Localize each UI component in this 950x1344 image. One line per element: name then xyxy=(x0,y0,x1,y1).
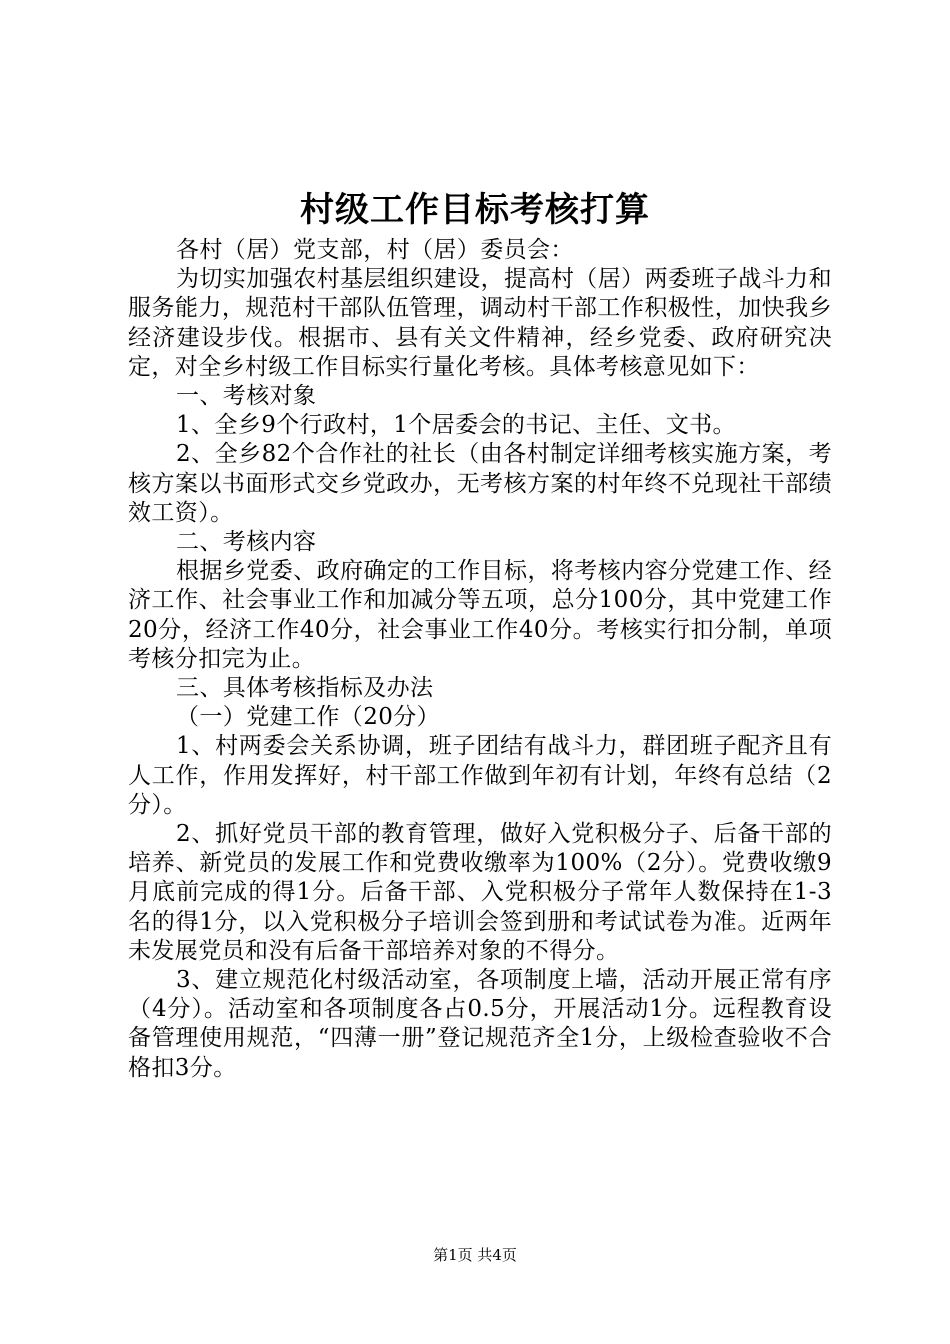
indicator-paragraph-3: 3、建立规范化村级活动室，各项制度上墙，活动开展正常有序（4分）。活动室和各项制度各占0.5分，开展活动1分。远程教育设备管理使用规范，“四薄一册”登记规范齐全1分，上级检查验收不合格扣3分。 xyxy=(128,967,832,1081)
subsection-heading: （一）党建工作（20分） xyxy=(176,704,441,731)
paragraph-item-1: 1、全乡9个行政村，1个居委会的书记、主任、文书。 xyxy=(176,412,736,439)
section-heading-1: 一、考核对象 xyxy=(176,383,317,410)
section-heading-3: 三、具体考核指标及办法 xyxy=(176,675,434,702)
paragraph-item-2: 2、全乡82个合作社的社长（由各村制定详细考核实施方案，考核方案以书面形式交乡党政办，无考核方案的村年终不兑现社干部绩效工资）。 xyxy=(128,441,832,526)
document-title: 村级工作目标考核打算 xyxy=(300,190,650,230)
intro-paragraph: 为切实加强农村基层组织建设，提高村（居）两委班子战斗力和服务能力，规范村干部队伍管理，调动村干部工作积极性，加快我乡经济建设步伐。根据市、县有关文件精神，经乡党委、政府研究决定，对全乡村级工作目标实行量化考核。具体考核意见如下： xyxy=(128,266,832,380)
content-paragraph: 根据乡党委、政府确定的工作目标，将考核内容分党建工作、经济工作、社会事业工作和加减分等五项，总分100分，其中党建工作20分，经济工作40分，社会事业工作40分。考核实行扣分制，单项考核分扣完为止。 xyxy=(128,558,832,672)
indicator-paragraph-2: 2、抓好党员干部的教育管理，做好入党积极分子、后备干部的培养、新党员的发展工作和党费收缴率为100%（2分）。党费收缴9月底前完成的得1分。后备干部、入党积极分子常年人数保持在1-3名的得1分，以入党积极分子培训会签到册和考试试卷为准。近两年未发展党员和没有后备干部培养对象的不得分。 xyxy=(128,821,832,964)
salutation: 各村（居）党支部，村（居）委员会： xyxy=(176,237,574,263)
indicator-paragraph-1: 1、村两委会关系协调，班子团结有战斗力，群团班子配齐且有人工作，作用发挥好，村干部工作做到年初有计划，年终有总结（2分）。 xyxy=(128,733,832,818)
section-heading-2: 二、考核内容 xyxy=(176,529,317,556)
document-body xyxy=(128,236,832,1083)
page-number-footer: 第1页 共4页 xyxy=(433,1246,517,1264)
